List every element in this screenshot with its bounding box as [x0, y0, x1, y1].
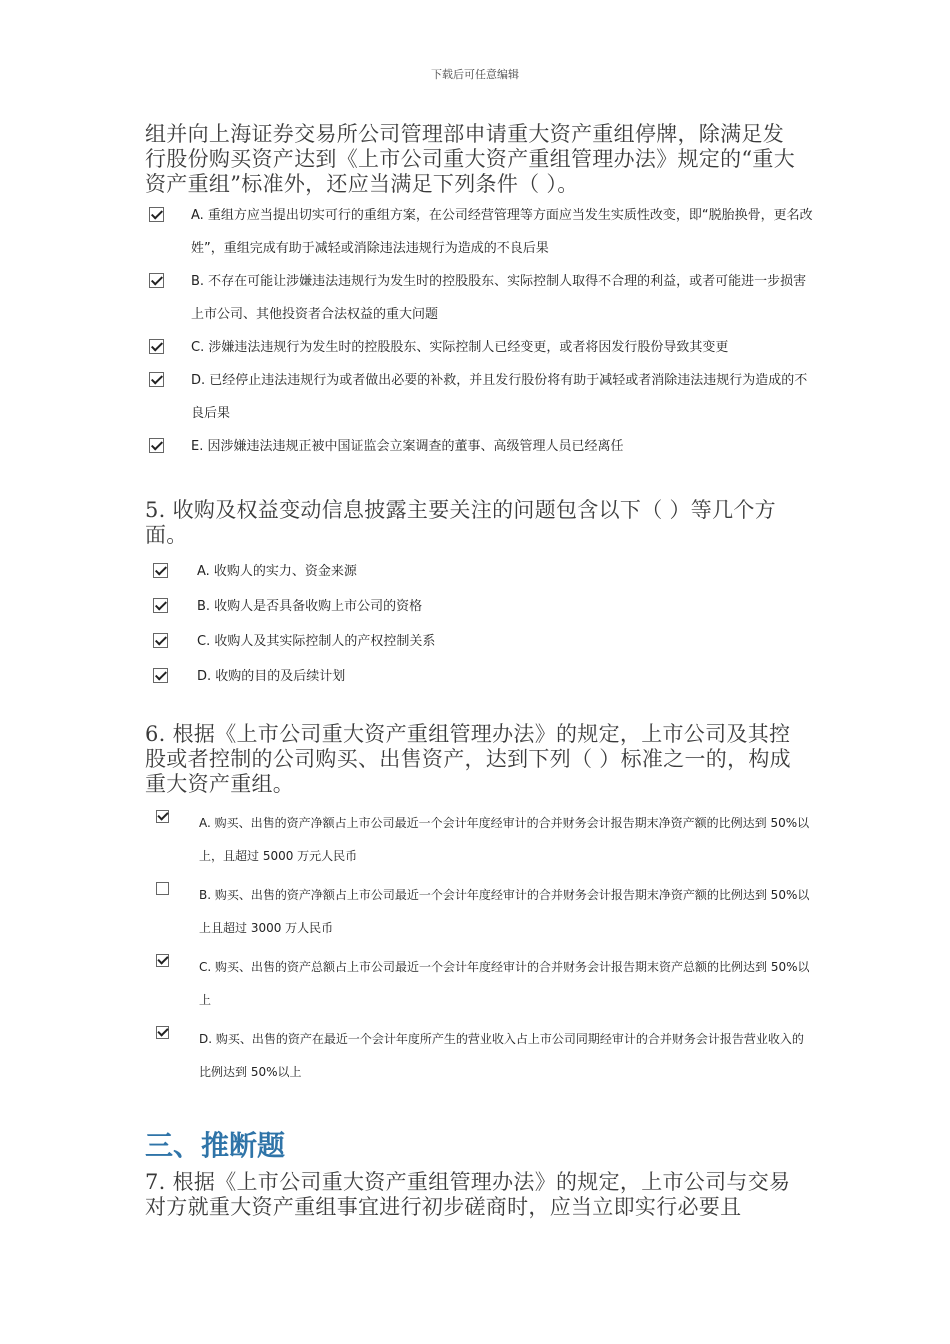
option-label: A. 购买、出售的资产净额占上市公司最近一个会计年度经审计的合并财务会计报告期末净资产额的比例达到 50%以上，且超过 5000 万元人民币	[199, 816, 810, 863]
checkbox-d[interactable]	[156, 1026, 169, 1039]
checkbox-e[interactable]	[149, 438, 164, 453]
question-4-options	[145, 199, 815, 463]
question-6-text: 6. 根据《上市公司重大资产重组管理办法》的规定，上市公司及其控股或者控制的公司购买、出售资产，达到下列（ ）标准之一的，构成重大资产重组。	[145, 722, 791, 796]
question-4-option-b[interactable]	[145, 265, 815, 331]
checkbox-a[interactable]	[149, 207, 164, 222]
page-header-note: 下载后可任意编辑	[431, 68, 519, 81]
question-5-option-d[interactable]	[145, 659, 815, 694]
checkbox-a[interactable]	[153, 563, 168, 578]
option-label: B. 收购人是否具备收购上市公司的资格	[197, 599, 423, 614]
question-4-option-e[interactable]	[145, 430, 815, 463]
question-6-option-a[interactable]	[145, 807, 815, 873]
question-5-options	[145, 554, 815, 694]
question-4-option-a[interactable]	[145, 199, 815, 265]
option-label: B. 购买、出售的资产净额占上市公司最近一个会计年度经审计的合并财务会计报告期末净资产额的比例达到 50%以上且超过 3000 万人民币	[199, 888, 810, 935]
question-5-text: 5. 收购及权益变动信息披露主要关注的问题包含以下（ ）等几个方面。	[145, 498, 776, 547]
checkbox-c[interactable]	[153, 633, 168, 648]
option-label: D. 购买、出售的资产在最近一个会计年度所产生的营业收入占上市公司同期经审计的合并财务会计报告营业收入的比例达到 50%以上	[199, 1032, 804, 1079]
checkbox-d[interactable]	[153, 668, 168, 683]
checkbox-c[interactable]	[156, 954, 169, 967]
question-5-option-c[interactable]	[145, 624, 815, 659]
option-label: D. 已经停止违法违规行为或者做出必要的补救，并且发行股份将有助于减轻或者消除违法违规行为造成的不良后果	[191, 373, 808, 421]
question-6-option-d[interactable]	[145, 1023, 815, 1089]
checkbox-c[interactable]	[149, 339, 164, 354]
question-6-option-c[interactable]	[145, 951, 815, 1017]
option-label: E. 因涉嫌违法违规正被中国证监会立案调查的董事、高级管理人员已经离任	[191, 439, 624, 454]
option-label: C. 涉嫌违法违规行为发生时的控股股东、实际控制人已经变更，或者将因发行股份导致其变更	[191, 340, 729, 355]
checkbox-d[interactable]	[149, 372, 164, 387]
question-5	[145, 498, 815, 694]
question-7-text: 7. 根据《上市公司重大资产重组管理办法》的规定，上市公司与交易对方就重大资产重组事宜进行初步磋商时，应当立即实行必要且	[145, 1170, 791, 1219]
question-4	[145, 122, 815, 463]
question-6-options	[145, 807, 815, 1089]
option-label: B. 不存在可能让涉嫌违法违规行为发生时的控股股东、实际控制人取得不合理的利益，或者可能进一步损害上市公司、其他投资者合法权益的重大问题	[191, 274, 807, 322]
question-5-option-a[interactable]	[145, 554, 815, 589]
checkbox-b[interactable]	[149, 273, 164, 288]
question-4-option-c[interactable]	[145, 331, 815, 364]
question-5-option-b[interactable]	[145, 589, 815, 624]
question-6	[145, 722, 815, 1095]
option-label: C. 收购人及其实际控制人的产权控制关系	[197, 634, 436, 649]
question-4-option-d[interactable]	[145, 364, 815, 430]
section-title: 三、推断题	[145, 1129, 286, 1162]
checkbox-b[interactable]	[153, 598, 168, 613]
checkbox-b[interactable]	[156, 882, 169, 895]
option-label: D. 收购的目的及后续计划	[197, 669, 346, 684]
question-6-option-b[interactable]	[145, 879, 815, 945]
option-label: A. 收购人的实力、资金来源	[197, 564, 357, 579]
checkbox-a[interactable]	[156, 810, 169, 823]
option-label: A. 重组方应当提出切实可行的重组方案，在公司经营管理等方面应当发生实质性改变，即“脱胎换骨，更名改姓”，重组完成有助于减轻或消除违法违规行为造成的不良后果	[191, 208, 813, 256]
question-4-text: 组并向上海证券交易所公司管理部申请重大资产重组停牌，除满足发行股份购买资产达到《上市公司重大资产重组管理办法》规定的“重大资产重组”标准外，还应当满足下列条件（ ）。	[145, 122, 796, 196]
option-label: C. 购买、出售的资产总额占上市公司最近一个会计年度经审计的合并财务会计报告期末资产总额的比例达到 50%以上	[199, 960, 810, 1007]
